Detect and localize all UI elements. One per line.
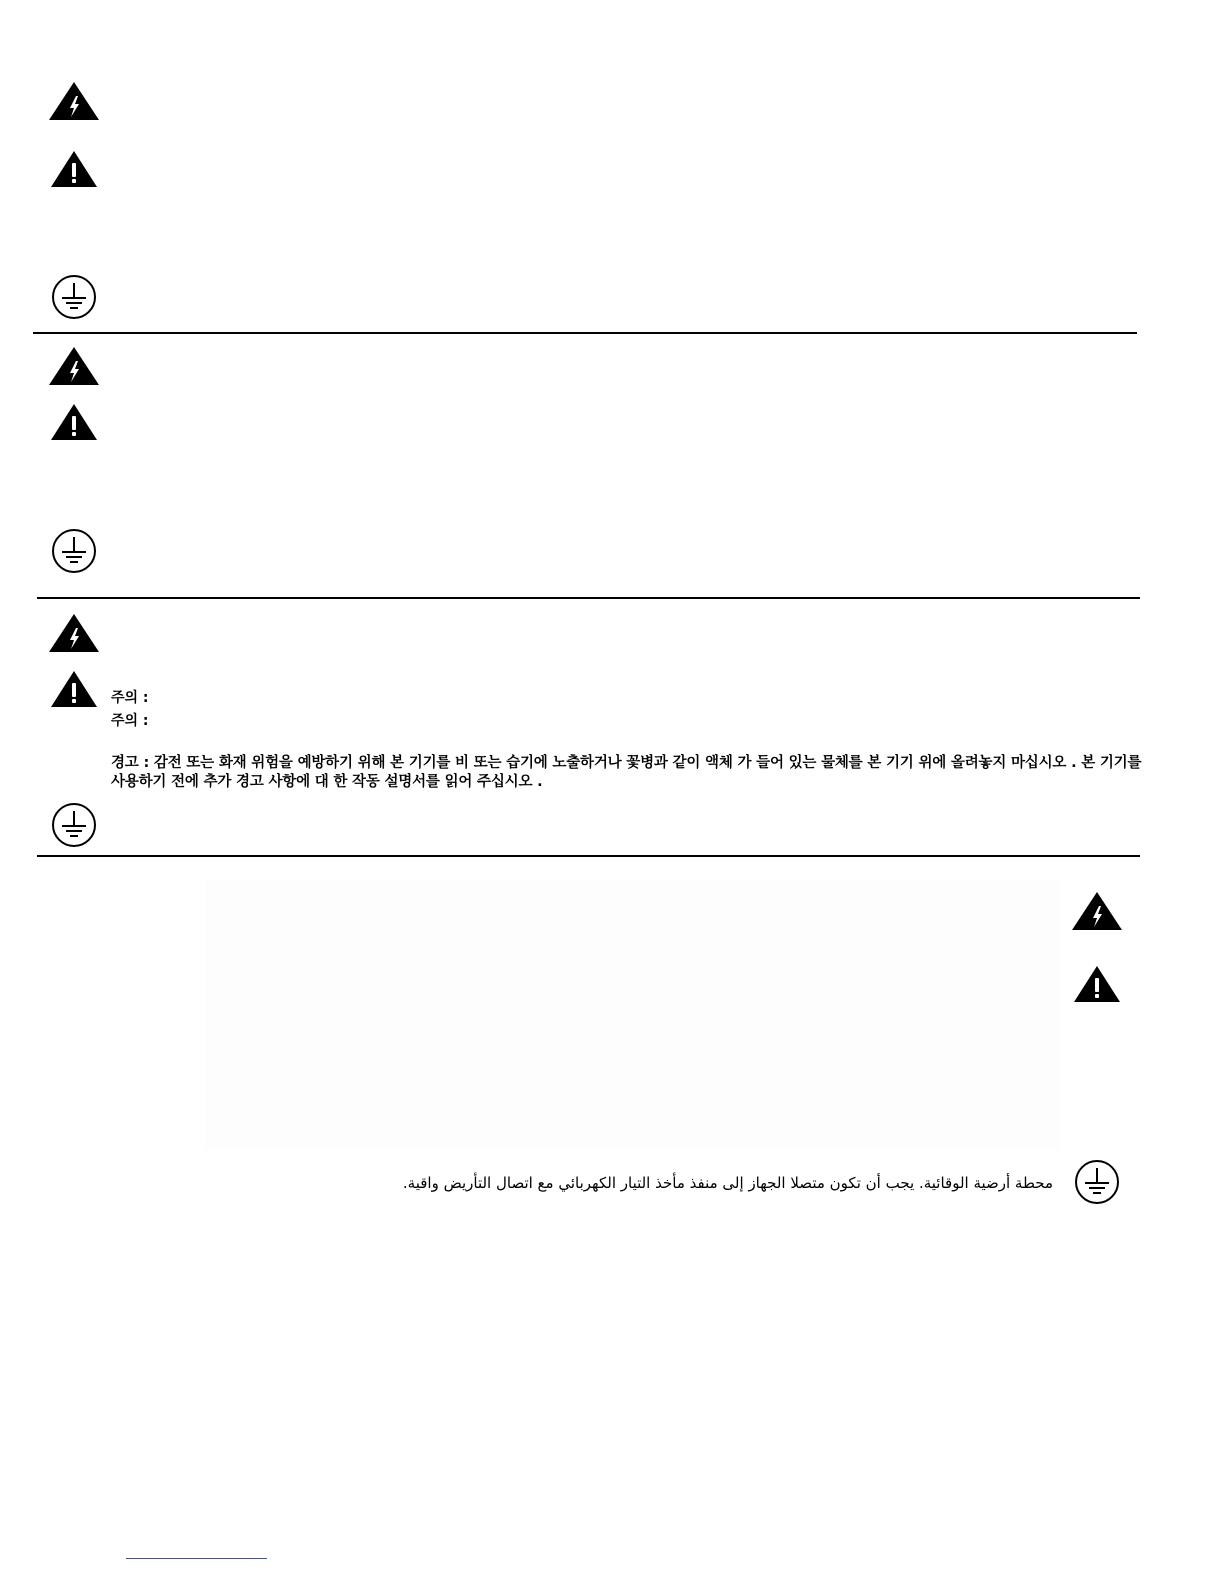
arabic-text-area xyxy=(205,880,1060,1150)
electric-shock-warning-icon xyxy=(1071,888,1123,934)
arabic-ground-text: محطة أرضية الوقائية. يجب أن تكون متصلا الجهاز إلى منفذ مأخذ التيار الكهربائي مع اتصال التأريض واقية. xyxy=(402,1174,1053,1192)
caution-exclamation-icon xyxy=(1073,963,1121,1005)
electric-shock-warning-icon xyxy=(48,613,100,653)
protective-earth-ground-icon xyxy=(51,802,97,848)
footer-link-underline xyxy=(126,1558,267,1559)
caution-exclamation-icon xyxy=(50,403,98,441)
protective-earth-ground-icon xyxy=(51,274,97,320)
caution-label: 주의 : xyxy=(111,713,149,729)
section-divider xyxy=(33,332,1137,334)
korean-warning-text: 경고 : 감전 또는 화재 위험을 예방하기 위해 본 기기를 비 또는 습기에 노출하거나 꽃병과 같이 액체 가 들어 있는 물체를 본 기기 위에 올려놓지 마십시오 . 본 기기를 사용하기 전에 추가 경고 사항에 대 한 작동 설명서를 읽어 주십시오 . xyxy=(111,755,1142,790)
protective-earth-ground-icon xyxy=(51,528,97,574)
section-divider xyxy=(37,855,1140,857)
protective-earth-ground-icon xyxy=(1074,1159,1120,1205)
electric-shock-warning-icon xyxy=(48,346,100,386)
caution-label: 주의 : xyxy=(111,690,149,706)
electric-shock-warning-icon xyxy=(48,81,100,121)
caution-exclamation-icon xyxy=(50,670,98,708)
caution-exclamation-icon xyxy=(50,150,98,188)
section-divider xyxy=(37,597,1140,599)
